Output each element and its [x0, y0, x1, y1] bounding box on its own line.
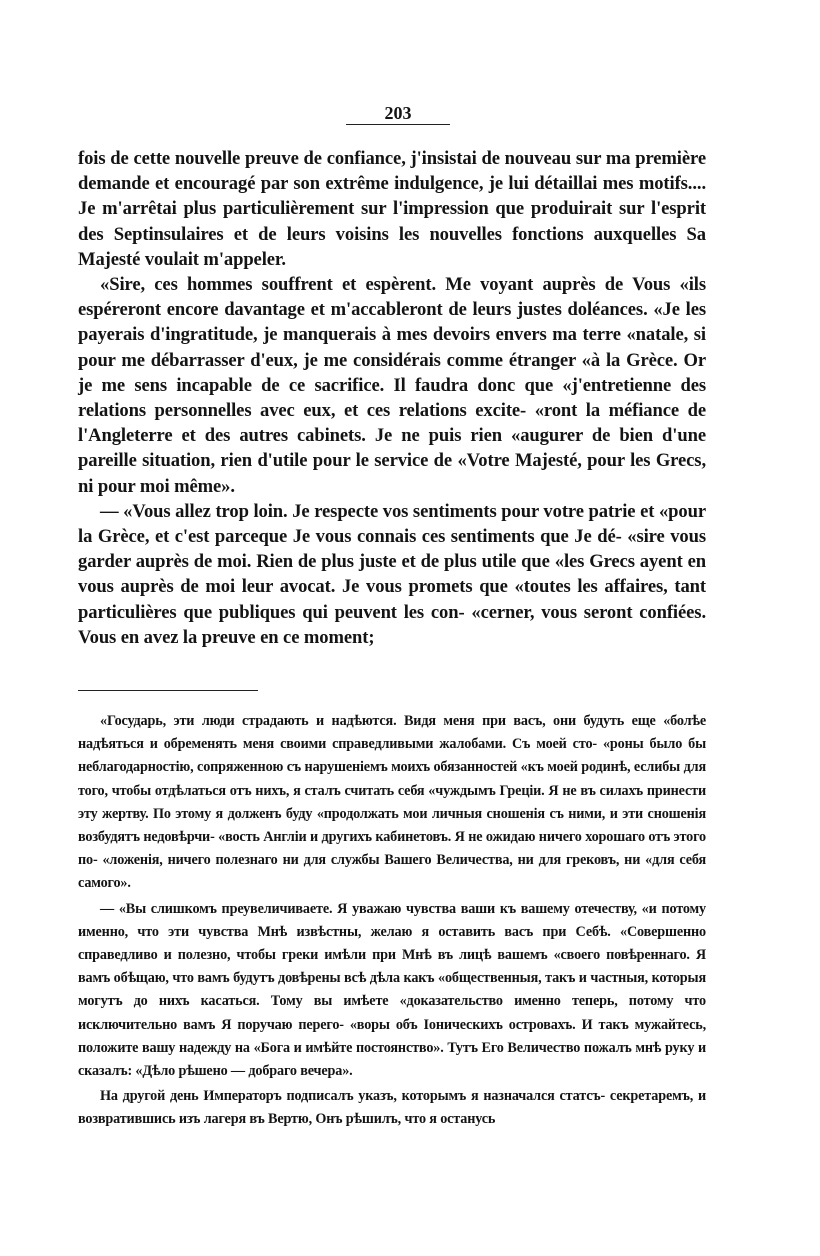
main-paragraph-2: «Sire, ces hommes souffrent et espèrent. Me voyant auprès de Vous «ils espéreront encore davantage et m'accableront de leurs justes doléances. «Je les payerais d'ingratitude, je manquerais à mes devoirs envers ma terre «natale, si pour me débarrasser d'eux, je me considérais comme étranger «à la Grèce. Or je me sens incapable de ce sacrifice. Il faudra donc que «j'entretienne des relations personnelles avec eux, et ces relations excite- «ront la méfiance de l'Angleterre et des autres cabinets. Je ne puis rien «augurer de bien d'une pareille situation, rien d'utile pour le service de «Votre Majesté, pour les Grecs, ni pour moi même».: [78, 274, 706, 497]
footnote-divider: [78, 690, 258, 691]
main-paragraph-3: — «Vous allez trop loin. Je respecte vos sentiments pour votre patrie et «pour la Grèce, et c'est parceque Je vous connais ces sentiments que Je dé- «sire vous garder auprès de moi. Rien de plus juste et de plus utile que «les Grecs ayent en vous auprès de moi leur avocat. Je vous promets que «toutes les affaires, tant particulières que publiques qui peuvent les con- «cerner, vous seront confiées. Vous en avez la preuve en ce moment;: [78, 500, 706, 648]
page-number: 203: [384, 103, 412, 123]
page-number-rule: [346, 124, 450, 125]
main-text: [78, 146, 706, 650]
footnote-paragraph-1: «Государь, эти люди страдають и надѣются. Видя меня при васъ, они будуть еще «болѣе надѣяться и обременять меня своими справедливыми жалобами. Съ моей сто- «роны было бы неблагодарностію, сопряженною съ нарушеніемъ моихъ обязанностей «къ моей родинѣ, еслибы для того, чтобы отдѣлаться отъ нихъ, я сталъ считать себя «чуждымъ Греціи. Я не въ силахъ принести эту жертву. По этому я долженъ буду «продолжать мои личныя сношенія съ ними, и эти сношенія возбудятъ недовѣрчи- «вость Англіи и другихъ кабинетовъ. Я не ожидаю ничего хорошаго отъ этого по- «ложенія, ничего полезнаго ни для службы Вашего Величества, ни для грековъ, ни «для себя самого».: [78, 713, 706, 892]
footnote-paragraph-3: На другой день Императоръ подписалъ указъ, которымъ я назначался статсъ- секретаремъ, и возвратившись изъ лагеря въ Вертю, Онъ рѣшилъ, что я останусь: [78, 1088, 706, 1128]
main-paragraph-1: fois de cette nouvelle preuve de confiance, j'insistai de nouveau sur ma première demande et encouragé par son extrême indulgence, je lui détaillai mes motifs.... Je m'arrêtai plus particulièrement sur l'impression que produirait sur l'esprit des Septinsulaires et de leurs voisins les nouvelles fonctions auxquelles Sa Majesté voulait m'appeler.: [78, 148, 706, 270]
footnote-paragraph-2: — «Вы слишкомъ преувеличиваете. Я уважаю чувства ваши къ вашему отечеству, «и потому именно, что эти чувства Мнѣ извѣстны, желаю я оставить васъ при Себѣ. «Совершенно справедливо и полезно, чтобы греки имѣли при Мнѣ въ лицѣ вашемъ «своего повѣреннаго. Я вамъ обѣщаю, что вамъ будутъ довѣрены всѣ дѣла какъ «общественныя, такъ и частныя, которыя могутъ до нихъ касаться. Тому вы имѣете «доказательство именно теперь, потому что исключительно вамъ Я поручаю перего- «воры объ Іоническихъ островахъ. И такъ мужайтесь, положите вашу надежду на «Бога и имѣйте постоянство». Тутъ Его Величество пожалъ мнѣ руку и сказалъ: «Дѣло рѣшено — добраго вечера».: [78, 900, 706, 1080]
footnote-translation: [78, 710, 706, 1132]
